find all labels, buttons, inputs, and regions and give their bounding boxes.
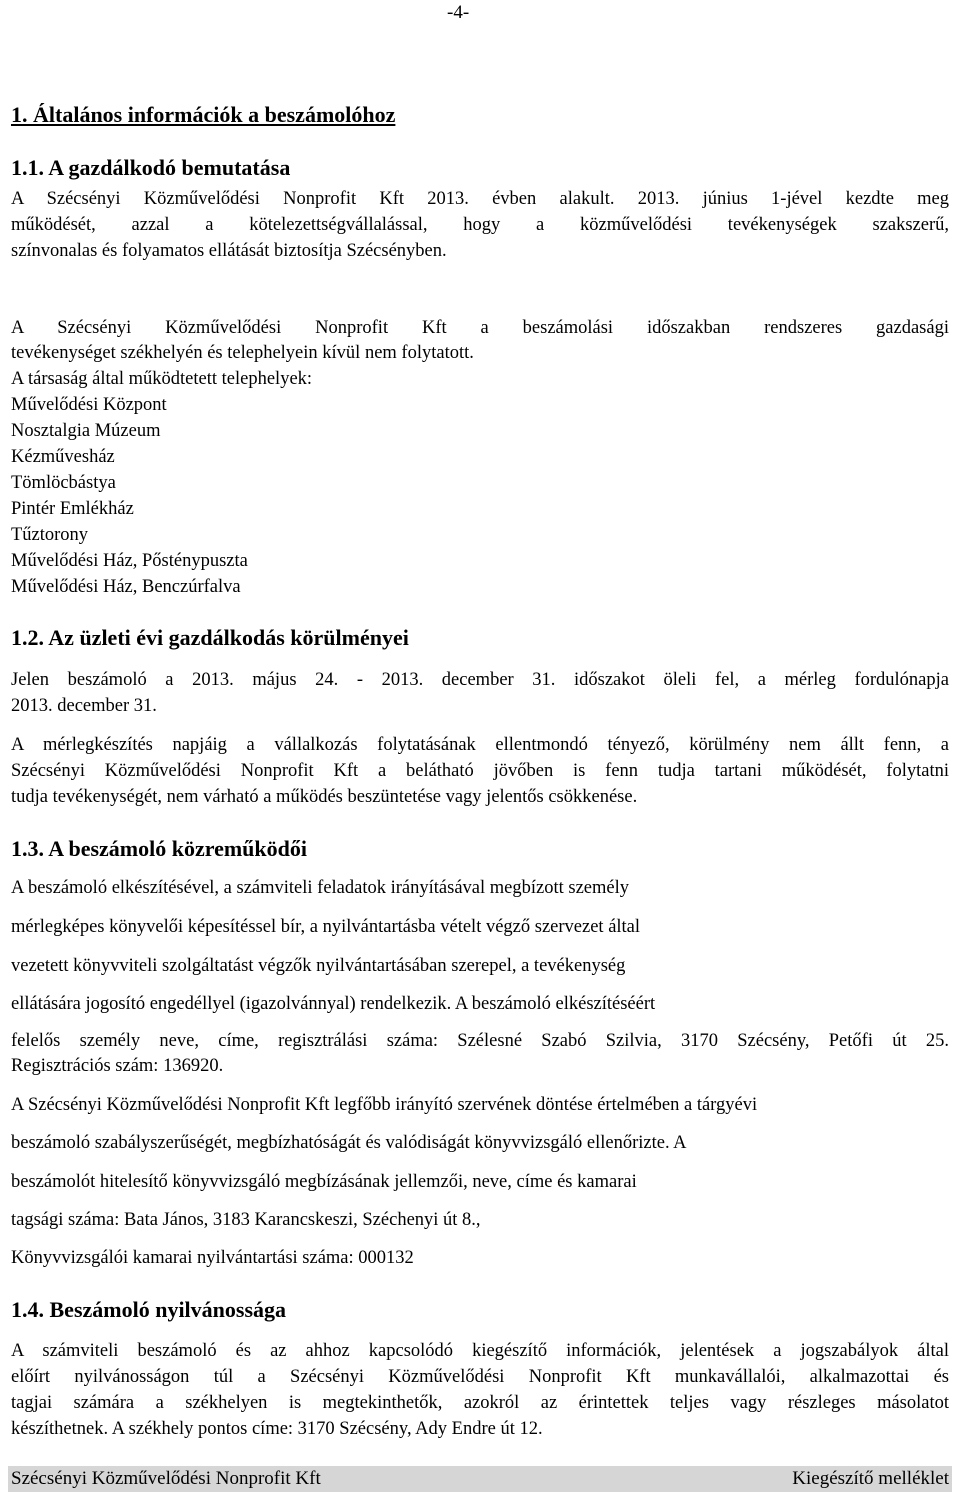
- paragraph-line: Regisztrációs szám: 136920.: [11, 1056, 224, 1076]
- site-item: Művelődési Ház, Benczúrfalva: [11, 577, 241, 597]
- section-1-1-title: 1.1. A gazdálkodó bemutatása: [11, 155, 291, 180]
- paragraph-line: A Szécsényi Közművelődési Nonprofit Kft 2013. évben alakult. 2013. június 1-jével kezdte meg: [11, 189, 949, 209]
- site-item: Művelődési Központ: [11, 395, 167, 415]
- paragraph-line: Könyvvizsgálói kamarai nyilvántartási száma: 000132: [11, 1248, 414, 1268]
- paragraph-line: készíthetnek. A székhely pontos címe: 3170 Szécsény, Ady Endre út 12.: [11, 1419, 543, 1439]
- heading-general-info: 1. Általános információk a beszámolóhoz: [11, 102, 396, 127]
- site-item: Tűztorony: [11, 525, 89, 545]
- paragraph-line: mérlegképes könyvelői képesítéssel bír, a nyilvántartásba vételt végző szervezet által: [11, 917, 641, 937]
- site-item: Művelődési Ház, Pősténypuszta: [11, 551, 248, 571]
- site-item: Nosztalgia Múzeum: [11, 421, 161, 441]
- paragraph-line: A mérlegkészítés napjáig a vállalkozás folytatásának ellentmondó tényező, körülmény nem állt fenn, a: [11, 735, 949, 755]
- footer-document-type: Kiegészítő melléklet: [792, 1468, 949, 1489]
- paragraph-line: tudja tevékenységét, nem várható a működés beszüntetése vagy jelentős csökkenése.: [11, 787, 638, 807]
- site-item: Tömlöcbástya: [11, 473, 116, 493]
- section-1-3-title: 1.3. A beszámoló közreműködői: [11, 836, 308, 861]
- paragraph-line: A Szécsényi Közművelődési Nonprofit Kft a beszámolási időszakban rendszeres gazdasági: [11, 318, 949, 338]
- section-1-4-title: 1.4. Beszámoló nyilvánossága: [11, 1297, 287, 1322]
- footer-company: Szécsényi Közművelődési Nonprofit Kft: [11, 1468, 321, 1489]
- paragraph-line: A számviteli beszámoló és az ahhoz kapcsolódó kiegészítő információk, jelentések a jogszabályok által: [11, 1341, 949, 1361]
- paragraph-line: Jelen beszámoló a 2013. május 24. - 2013. december 31. időszakot öleli fel, a mérleg fordulónapja: [11, 670, 949, 690]
- paragraph-line: felelős személy neve, címe, regisztrálási száma: Szélesné Szabó Szilvia, 3170 Szécsény, Petőfi út 25.: [11, 1031, 949, 1051]
- paragraph-line: A beszámoló elkészítésével, a számviteli feladatok irányításával megbízott személy: [11, 878, 629, 898]
- paragraph-line: 2013. december 31.: [11, 696, 157, 716]
- paragraph-line: vezetett könyvviteli szolgáltatást végzők nyilvántartásában szerepel, a tevékenység: [11, 956, 626, 976]
- site-item: Pintér Emlékház: [11, 499, 134, 519]
- site-item: Kézművesház: [11, 447, 115, 467]
- paragraph-line: tevékenységet székhelyén és telephelyein kívül nem folytatott.: [11, 343, 474, 363]
- sites-intro: A társaság által működtetett telephelyek:: [11, 369, 313, 389]
- section-1-2-title: 1.2. Az üzleti évi gazdálkodás körülményei: [11, 625, 409, 650]
- paragraph-line: A Szécsényi Közművelődési Nonprofit Kft legfőbb irányító szervének döntése értelmében a tárgyévi: [11, 1095, 758, 1115]
- paragraph-line: beszámoló szabályszerűségét, megbízhatóságát és valódiságát könyvvizsgáló ellenőrizte. A: [11, 1133, 687, 1153]
- paragraph-line: beszámolót hitelesítő könyvvizsgáló megbízásának jellemzői, neve, címe és kamarai: [11, 1172, 637, 1192]
- paragraph-line: tagjai számára a székhelyen is megtekinthetők, azokról az érintettek teljes vagy részleges másolatot: [11, 1393, 949, 1413]
- paragraph-line: tagsági száma: Bata János, 3183 Karancskeszi, Széchenyi út 8.,: [11, 1210, 481, 1230]
- paragraph-line: színvonalas és folyamatos ellátását biztosítja Szécsényben.: [11, 241, 447, 261]
- paragraph-line: működését, azzal a kötelezettségvállalással, hogy a közművelődési tevékenységek szakszerű,: [11, 215, 949, 235]
- page-number: -4-: [447, 2, 470, 23]
- paragraph-line: ellátására jogosító engedéllyel (igazolvánnyal) rendelkezik. A beszámoló elkészítéséért: [11, 994, 656, 1014]
- paragraph-line: Szécsényi Közművelődési Nonprofit Kft a belátható jövőben is fenn tudja tartani működését, folytatni: [11, 761, 949, 781]
- paragraph-line: előírt nyilvánosságon túl a Szécsényi Közművelődési Nonprofit Kft munkavállalói, alkalmazottai és: [11, 1367, 949, 1387]
